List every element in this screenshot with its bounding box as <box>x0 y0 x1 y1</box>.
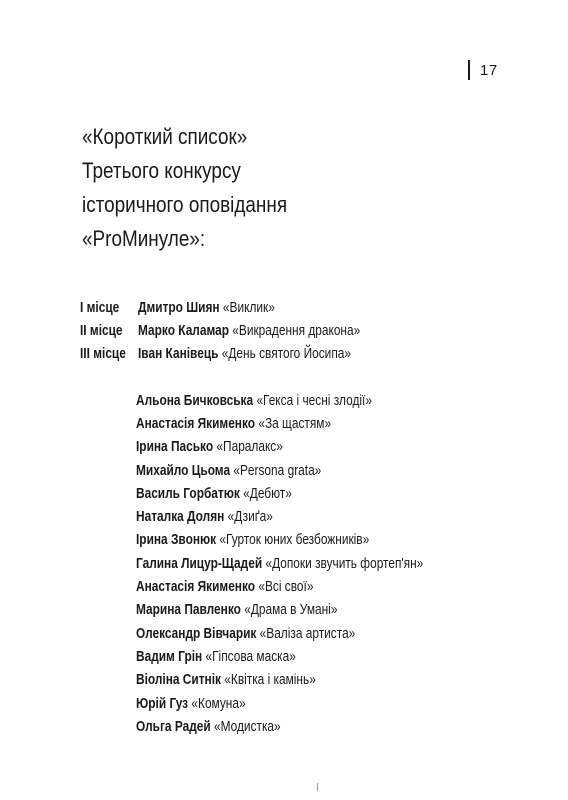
work-title: «За щастям» <box>258 415 332 432</box>
winner-entry <box>138 300 275 316</box>
work-title: «Паралакс» <box>216 439 283 456</box>
author-name: Анастасія Якименко <box>136 579 256 596</box>
work-title: «Валіза артиста» <box>259 625 356 642</box>
work-title: «Дзиґа» <box>227 509 273 526</box>
work-title: «Викрадення дракона» <box>232 322 361 339</box>
author-name: Михайло Цьома <box>136 462 231 479</box>
list-item <box>136 436 423 459</box>
work-title: «Виклик» <box>222 299 275 316</box>
winner-row-third <box>80 342 409 365</box>
place-label: ІІ місце <box>80 322 123 339</box>
author-name: Ольга Радей <box>136 718 211 735</box>
winner-entry <box>138 346 351 362</box>
list-item <box>136 692 423 715</box>
winner-entry <box>138 323 360 339</box>
work-title: «Модистка» <box>213 718 281 735</box>
list-item <box>136 715 423 738</box>
shortlist <box>136 389 486 738</box>
author-name: Анастасія Якименко <box>136 415 256 432</box>
title-line: Третього конкурсу <box>82 158 241 183</box>
work-title: «Всі свої» <box>258 579 314 596</box>
list-item <box>136 622 423 645</box>
list-item <box>136 459 423 482</box>
work-title: «Допоки звучить фортеп'ян» <box>265 555 424 572</box>
author-name: Марко Каламар <box>138 322 229 339</box>
author-name: Віоліна Ситнік <box>136 672 221 689</box>
list-item <box>136 505 423 528</box>
list-item <box>136 669 423 692</box>
author-name: Вадим Грін <box>136 648 203 665</box>
author-name: Ірина Пасько <box>136 439 214 456</box>
list-item <box>136 552 423 575</box>
work-title: «Гурток юних безбожників» <box>219 532 370 549</box>
author-name: Іван Канівець <box>138 345 219 362</box>
place-label: ІІІ місце <box>80 345 126 362</box>
work-title: «Квітка і камінь» <box>224 672 316 689</box>
author-name: Наталка Долян <box>136 509 225 526</box>
list-item <box>136 575 423 598</box>
list-item <box>136 645 423 668</box>
author-name: Марина Павленко <box>136 602 241 619</box>
winners-list <box>80 296 409 365</box>
place-label: І місце <box>80 299 120 316</box>
list-item <box>136 389 423 412</box>
work-title: «Комуна» <box>191 695 246 712</box>
list-item <box>136 482 423 505</box>
page-header <box>468 60 498 80</box>
page-number-rule <box>468 60 470 80</box>
page-number: 17 <box>480 61 498 79</box>
work-title: «Гекса і чесні злодії» <box>256 392 372 409</box>
author-name: Галина Лицур-Щадей <box>136 555 263 572</box>
title-line: «Короткий список» <box>82 124 248 149</box>
author-name: Дмитро Шиян <box>138 299 220 316</box>
title-line: історичного оповідання <box>82 192 288 217</box>
page-title <box>82 120 320 256</box>
scan-speck <box>317 783 318 791</box>
title-line: «PrоМинуле»: <box>82 226 206 251</box>
author-name: Юрій Гуз <box>136 695 189 712</box>
work-title: «День святого Йосипа» <box>221 345 351 362</box>
author-name: Альона Бичковська <box>136 392 254 409</box>
author-name: Олександр Вівчарик <box>136 625 257 642</box>
list-item <box>136 599 423 622</box>
work-title: «Драма в Умані» <box>244 602 338 619</box>
winner-row-first <box>80 296 409 319</box>
winner-row-second <box>80 319 409 342</box>
work-title: «Гіпсова маска» <box>205 648 296 665</box>
work-title: «Persona grata» <box>233 462 322 479</box>
author-name: Ірина Звонюк <box>136 532 217 549</box>
author-name: Василь Горбатюк <box>136 485 240 502</box>
list-item <box>136 412 423 435</box>
work-title: «Дебют» <box>243 485 292 502</box>
list-item <box>136 529 423 552</box>
